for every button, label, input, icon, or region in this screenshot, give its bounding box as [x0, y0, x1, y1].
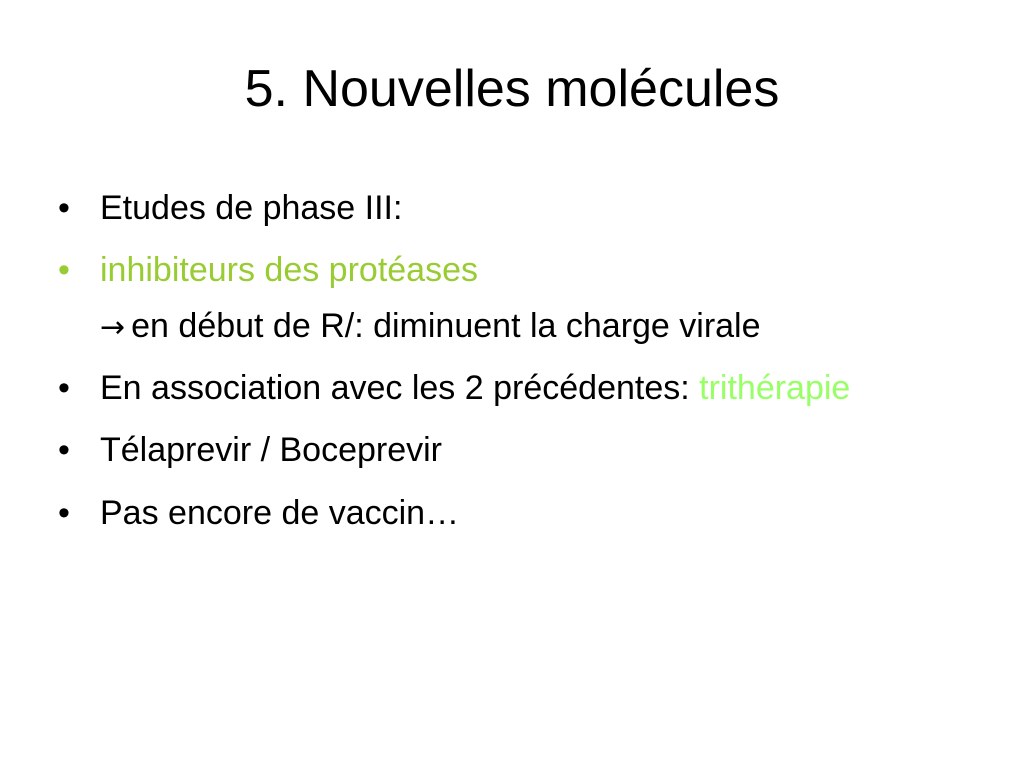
list-item — [58, 493, 958, 533]
bullet-icon: • — [58, 369, 70, 408]
list-item — [58, 368, 958, 408]
list-item-continuation — [58, 306, 958, 346]
bullet-icon: • — [58, 431, 70, 470]
list-item — [58, 188, 958, 228]
bullet-icon: • — [58, 493, 70, 532]
list-item-text: Etudes de phase III: — [100, 189, 403, 227]
list-item-text: Télaprevir / Boceprevir — [100, 431, 443, 470]
list-item-text: en début de R/: diminuent la charge virale — [131, 307, 761, 346]
list-item-text: inhibiteurs des protéases — [100, 251, 479, 290]
list-item — [58, 250, 958, 290]
slide-title: 5. Nouvelles molécules — [244, 60, 780, 118]
list-item — [58, 430, 958, 470]
list-item-text: Pas encore de vaccin… — [100, 493, 460, 532]
list-item-text: En association avec les 2 précédentes: — [100, 369, 690, 408]
bullet-icon: • — [58, 251, 70, 290]
highlight-text: trithérapie — [699, 369, 851, 408]
bullet-icon: • — [58, 189, 70, 227]
arrow-right-icon: → — [100, 310, 126, 346]
bullet-list — [58, 188, 958, 555]
